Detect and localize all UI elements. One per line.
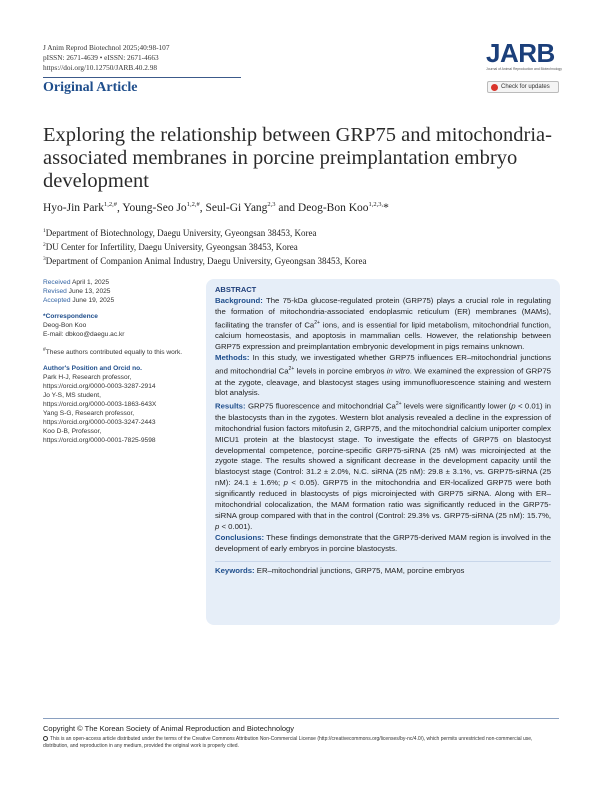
abstract-heading: ABSTRACT xyxy=(215,285,257,294)
affiliation-number: 1 xyxy=(43,228,46,234)
journal-logo xyxy=(486,38,562,72)
background-text: ions, and is essential for lipid metabolism, mitochondrial function, calcium homeostasis, and apoptosis in mammalian cells. However, the relationship between GRP75 expression and preimplantation embryonic development in pigs remains unknown. xyxy=(215,320,551,352)
background-text: The 75-kDa glucose-regulated protein (GRP75) plays a crucial role in regulating the formation of mitochondria-associated endoplasmic reticulum (ER) membranes (MAMs), facilitating the transfer of Ca xyxy=(215,296,551,330)
correspondence-name: Deog-Bon Koo xyxy=(43,322,87,329)
author-name: Young-Seo Jo xyxy=(122,201,187,214)
article-type: Original Article xyxy=(43,80,138,95)
check-updates-icon xyxy=(491,84,498,91)
ca-superscript: 2+ xyxy=(314,319,320,326)
equal-contribution-note xyxy=(43,346,193,357)
conclusions-label: Conclusions: xyxy=(215,532,265,542)
results-text: < 0.01) in the blastocysts than in the zygotes. Western blot analysis revealed a decline in the expression of mitochondrial fusion factors mitofusin 2, GRP75, and the mitochondrial calcium uniporter complex MICU1 protein at the blastocyst stage. To investigate the effects of GRP75 on blastocyst developmental competence, porcine-specific GRP75-siRNA (25 nM) was microinjected at the zygote stage. The results showed a significant decrease in the development capacity until the blastocyst stage (Control: 31.2 ± 2.0%, N.C. siRNA (25 nM): 29.8 ± 3.1%, vs. GRP75-siRNA (25 nM): 24.1 ± 1.6%; xyxy=(215,401,551,488)
equal-contribution-mark: # xyxy=(43,347,46,353)
equal-contribution-text: These authors contributed equally to this work. xyxy=(45,349,183,357)
author-name: Hyo-Jin Park xyxy=(43,201,105,214)
date-received xyxy=(43,278,193,287)
orcid-line: Yang S-G, Research professor, xyxy=(43,410,135,418)
background-label: Background: xyxy=(215,296,263,305)
article-sidebar xyxy=(43,278,193,445)
affiliation-text: Department of Companion Animal Industry, Daegu University, Gyeongsan 38453, Korea xyxy=(45,256,367,266)
orcid-heading: Author's Position and Orcid no. xyxy=(43,365,143,373)
footer-divider xyxy=(43,718,559,719)
check-updates-label: Check for updates xyxy=(501,84,550,90)
date-label: Revised xyxy=(43,288,67,295)
methods-text: levels in porcine embryos xyxy=(294,366,387,376)
conclusions-text: These findings demonstrate that the GRP75-derived MAM region is involved in the development of early embryos in porcine blastocysts. xyxy=(215,532,551,553)
correspondence-heading: *Correspondence xyxy=(43,313,98,320)
journal-info xyxy=(43,43,169,73)
affiliation-text: DU Center for Infertility, Daegu University, Gyeongsan 38453, Korea xyxy=(45,242,298,252)
affiliation-item xyxy=(43,239,563,253)
orcid-line: Jo Y-S, MS student, xyxy=(43,392,101,400)
article-dates xyxy=(43,278,193,305)
date-accepted xyxy=(43,296,193,305)
methods-label: Methods: xyxy=(215,353,250,363)
keywords-label: Keywords: xyxy=(215,565,255,575)
affiliation-number: 3 xyxy=(43,256,46,262)
check-for-updates-button[interactable] xyxy=(487,81,559,93)
results-label: Results: xyxy=(215,401,246,411)
abstract-background xyxy=(215,296,551,353)
journal-logo-text: JARB xyxy=(486,38,555,68)
p-value-symbol: p xyxy=(283,478,288,488)
corresponding-mark: * xyxy=(383,201,389,214)
ca-superscript: 2+ xyxy=(288,366,295,373)
author-name: Seul-Gi Yang xyxy=(205,201,268,214)
orcid-link[interactable]: https://orcid.org/0000-0003-3247-2443 xyxy=(43,419,156,427)
ca-superscript: 2+ xyxy=(395,401,402,408)
abstract-box xyxy=(206,279,560,625)
affiliation-item xyxy=(43,253,563,267)
correspondence-email[interactable]: E-mail: dbkoo@daegu.ac.kr xyxy=(43,331,125,338)
author-affiliation-sup: 1,2,3, xyxy=(368,201,384,208)
author-list xyxy=(43,198,563,215)
orcid-link[interactable]: https://orcid.org/0000-0001-7825-9598 xyxy=(43,437,156,445)
author-separator: and xyxy=(275,201,298,214)
author-affiliation-sup: 1,2,# xyxy=(186,201,200,208)
orcid-line: Koo D-B, Professor, xyxy=(43,428,102,436)
creative-commons-icon xyxy=(43,736,48,741)
abstract-conclusions xyxy=(215,533,551,555)
copyright-notice: Copyright © The Korean Society of Animal Reproduction and Biotechnology xyxy=(43,724,294,733)
methods-text: In this study, we investigated whether GRP75 influences ER–mitochondrial junctions and mitochondrial Ca xyxy=(215,353,551,376)
article-title: Exploring the relationship between GRP75 and mitochondria-associated membranes in porcine preimplantation embryo development xyxy=(43,124,552,192)
methods-italic: in vitro xyxy=(386,366,410,376)
date-label: Accepted xyxy=(43,297,71,304)
affiliation-number: 2 xyxy=(43,242,46,248)
results-text: levels were significantly lower ( xyxy=(401,401,512,411)
author-affiliation-sup: 2,3 xyxy=(267,201,276,208)
date-value: June 13, 2025 xyxy=(68,288,111,295)
journal-issn: pISSN: 2671-4639 • eISSN: 2671-4663 xyxy=(43,53,159,62)
orcid-link[interactable]: https://orcid.org/0000-0003-3287-2914 xyxy=(43,383,156,391)
author-name: Deog-Bon Koo xyxy=(297,201,369,214)
date-label: Received xyxy=(43,279,71,286)
orcid-link[interactable]: https://orcid.org/0000-0003-1863-643X xyxy=(43,401,157,409)
author-separator: , xyxy=(117,201,123,214)
keywords xyxy=(215,561,551,577)
results-text: GRP75 fluorescence and mitochondrial Ca xyxy=(245,401,396,411)
date-value: June 19, 2025 xyxy=(72,297,115,304)
affiliation-list xyxy=(43,225,563,267)
date-value: April 1, 2025 xyxy=(71,279,109,286)
abstract-methods xyxy=(215,353,551,399)
results-text: < 0.05). GRP75 in the mitochondria and ER-localized GRP75 were both significantly reduced in blastocysts of pigs microinjected with GRP75 siRNA. Along with ER–mitochondrial colocalization, the MAM formation ratio was significantly reduced in the GRP75-siRNA group compared with that in the control (Control: 29.3% vs. GRP75-siRNA (25 nM): 15.7%, xyxy=(215,478,551,520)
journal-doi-link[interactable]: https://doi.org/10.12750/JARB.40.2.98 xyxy=(43,63,157,72)
author-affiliation-sup: 1,2,# xyxy=(104,201,118,208)
p-value-symbol: p xyxy=(511,401,516,411)
orcid-line: Park H-J, Research professor, xyxy=(43,374,132,382)
abstract-results xyxy=(215,399,551,532)
keywords-text: ER–mitochondrial junctions, GRP75, MAM, porcine embryos xyxy=(254,565,465,575)
header-divider xyxy=(43,77,241,78)
affiliation-text: Department of Biotechnology, Daegu University, Gyeongsan 38453, Korea xyxy=(45,228,317,238)
author-separator: , xyxy=(199,201,206,214)
journal-citation: J Anim Reprod Biotechnol 2025;40:98-107 xyxy=(43,43,170,52)
license-notice xyxy=(43,736,559,750)
date-revised xyxy=(43,287,193,296)
results-text: < 0.001). xyxy=(219,521,253,531)
license-text: This is an open-access article distributed under the terms of the Creative Commons Attribution Non-Commercial License (http://creativecommons.org/licenses/by-nc/4.0/), which permits unrestricted non-commercial use, distribution, and reproduction in any medium, provided the original work is properly cited. xyxy=(43,736,533,749)
affiliation-item xyxy=(43,225,563,239)
p-value-symbol: p xyxy=(215,521,220,531)
journal-logo-subtitle: Journal of Animal Reproduction and Biotechnology xyxy=(486,67,562,71)
methods-text: . We examined the expression of GRP75 at the zygote, cleavage, and blastocyst stages using immunofluorescence staining and western blot analysis. xyxy=(215,366,551,398)
